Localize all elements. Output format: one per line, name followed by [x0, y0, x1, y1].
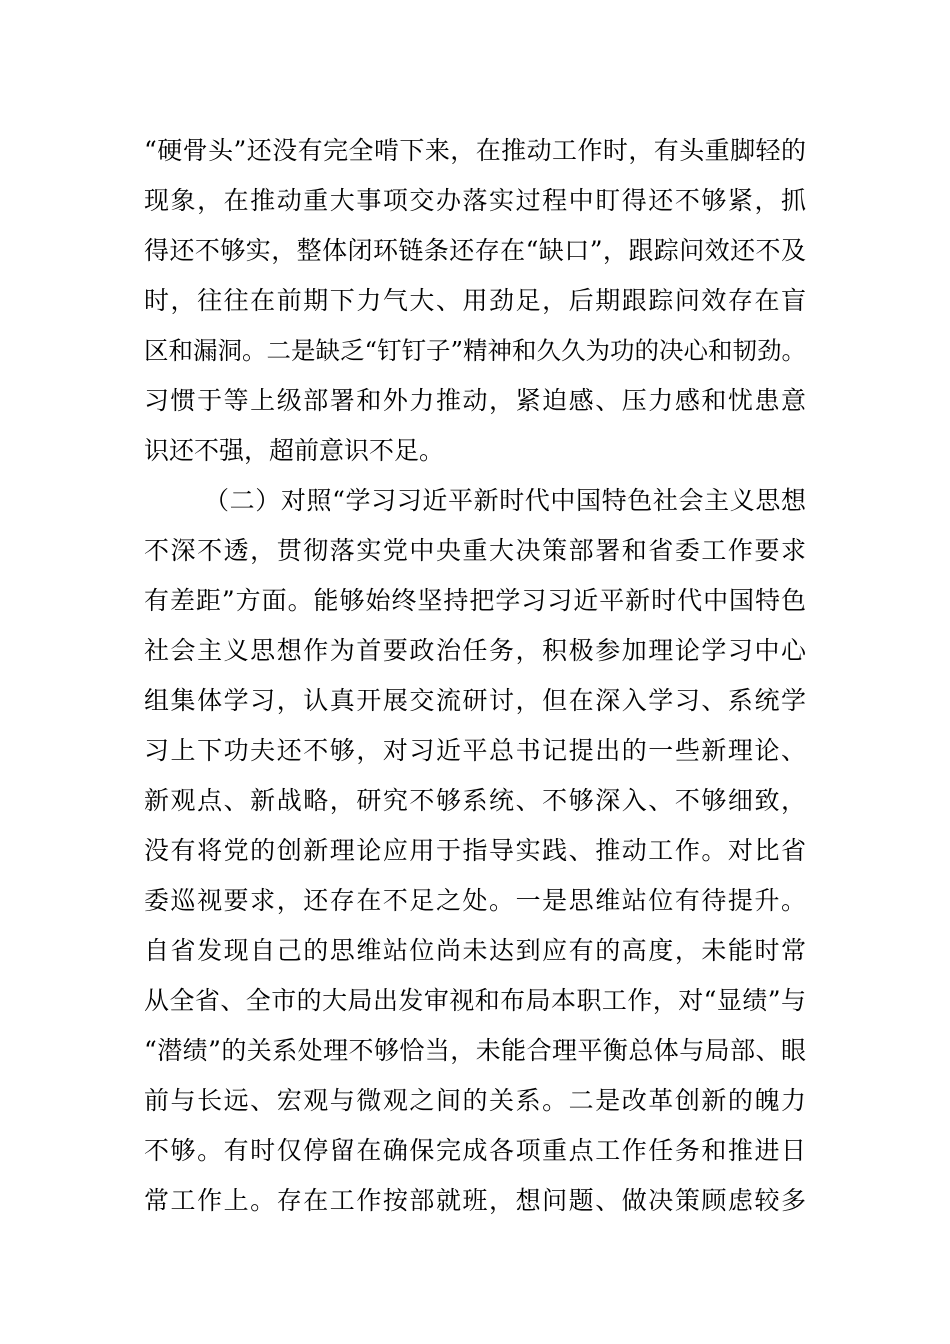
- text-line: 得还不够实，整体闭环链条还存在“缺口”，跟踪问效还不及: [144, 236, 806, 265]
- text-line: 现象，在推动重大事项交办落实过程中盯得还不够紧，抓: [144, 186, 806, 215]
- text-line: “潜绩”的关系处理不够恰当，未能合理平衡总体与局部、眼: [144, 1036, 806, 1065]
- text-line: 有差距”方面。能够始终坚持把学习习近平新时代中国特色: [144, 586, 806, 615]
- text-line: 不深不透，贯彻落实党中央重大决策部署和省委工作要求: [144, 536, 806, 565]
- text-line: 习上下功夫还不够，对习近平总书记提出的一些新理论、: [144, 736, 806, 765]
- text-line: 区和漏洞。二是缺乏“钉钉子”精神和久久为功的决心和韧劲。: [144, 336, 807, 365]
- text-line: 组集体学习，认真开展交流研讨，但在深入学习、系统学: [144, 686, 806, 715]
- paragraph-first-line: （二）对照“学习习近平新时代中国特色社会主义思想: [204, 486, 806, 515]
- text-line: 前与长远、宏观与微观之间的关系。二是改革创新的魄力: [144, 1086, 806, 1115]
- text-line: 没有将党的创新理论应用于指导实践、推动工作。对比省: [144, 836, 806, 865]
- text-line: 社会主义思想作为首要政治任务，积极参加理论学习中心: [144, 636, 806, 665]
- text-line: 常工作上。存在工作按部就班，想问题、做决策顾虑较多: [144, 1186, 806, 1215]
- document-body: [144, 126, 806, 1226]
- text-line: 新观点、新战略，研究不够系统、不够深入、不够细致，: [144, 786, 806, 815]
- text-line: 识还不强，超前意识不足。: [144, 436, 445, 465]
- text-line: 习惯于等上级部署和外力推动，紧迫感、压力感和忧患意: [144, 386, 806, 415]
- text-line: 不够。有时仅停留在确保完成各项重点工作任务和推进日: [144, 1136, 806, 1165]
- text-line: 委巡视要求，还存在不足之处。一是思维站位有待提升。: [144, 886, 806, 915]
- text-line: 从全省、全市的大局出发审视和布局本职工作，对“显绩”与: [144, 986, 806, 1015]
- text-line: 自省发现自己的思维站位尚未达到应有的高度，未能时常: [144, 936, 806, 965]
- text-line: 时，往往在前期下力气大、用劲足，后期跟踪问效存在盲: [144, 286, 806, 315]
- text-line: “硬骨头”还没有完全啃下来，在推动工作时，有头重脚轻的: [144, 136, 806, 165]
